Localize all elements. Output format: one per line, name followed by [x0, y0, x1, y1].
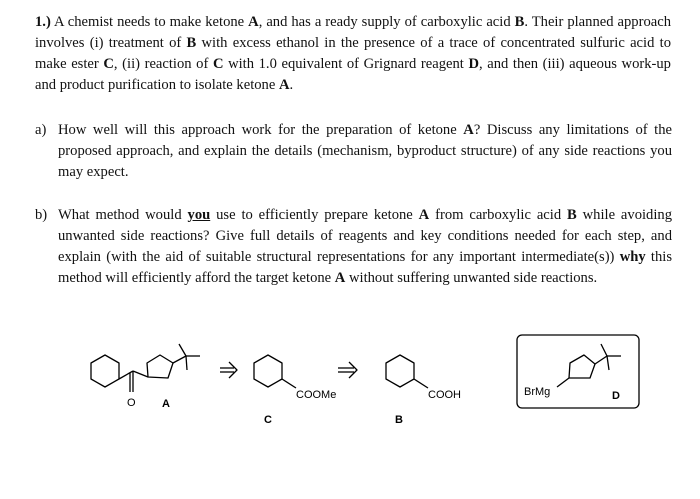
part-b-label: b): [35, 207, 48, 223]
ketone-bond-2: [133, 371, 148, 377]
tbutyl-methyl-3: [186, 356, 187, 370]
problem-intro: [35, 12, 671, 96]
grignard-label: D: [612, 390, 620, 402]
grignard-cyclopentyl-ring: [569, 355, 595, 378]
acid-ring: [386, 355, 414, 387]
ketone-cyclopentyl-ring: [147, 355, 173, 378]
grignard-tbutyl-methyl-3: [607, 356, 609, 370]
retro-arrow-1-head: [229, 362, 237, 378]
ketone-cyclohexyl-ring: [91, 355, 119, 387]
acid-label: B: [395, 414, 403, 426]
acid-bond: [414, 379, 428, 388]
grignard-group-label: BrMg: [524, 386, 551, 398]
ester-ring: [254, 355, 282, 387]
retro-arrow-2-head: [349, 362, 357, 378]
part-a-label: a): [35, 122, 47, 138]
part-a-text: How well will this approach work for the preparation of ketone A? Discuss any limitations of the proposed approach, and explain the details (mechanism, byproduct structure) of any side reactions you may expect.: [58, 122, 672, 180]
grignard-tbutyl-methyl-2: [601, 344, 607, 356]
tbutyl-bond: [173, 356, 186, 363]
ester-group-label: COOMe: [296, 389, 337, 401]
retrosynthesis-scheme: [0, 330, 700, 440]
grignard-bond: [557, 378, 569, 387]
ester-label: C: [264, 414, 272, 426]
problem-number: 1.): [35, 14, 51, 30]
ketone-oxygen-label: O: [127, 397, 136, 409]
ester-bond: [282, 379, 296, 388]
tbutyl-methyl-2: [179, 344, 186, 356]
problem-intro-text: A chemist needs to make ketone A, and has a ready supply of carboxylic acid B. Their planned approach involves (i) treatment of B with excess ethanol in the presence of a trace of concentrated sulfuric acid to make ester C, (ii) reaction of C with 1.0 equivalent of Grignard reagent D, and then (iii) aqueous work-up and product purification to isolate ketone A.: [35, 14, 671, 93]
ketone-label: A: [162, 398, 170, 410]
ketone-bond: [119, 371, 133, 379]
part-b-text: What method would you use to efficiently prepare ketone A from carboxylic acid B while avoiding unwanted side reactions? Give full details of reagents and key conditions needed for each step, and explain (with the aid of suitable structural representations for any important intermediate(s)) why this method will efficiently afford the target ketone A without suffering unwanted side reactions.: [58, 207, 673, 286]
grignard-tbutyl-bond: [595, 356, 607, 364]
acid-group-label: COOH: [428, 389, 461, 401]
